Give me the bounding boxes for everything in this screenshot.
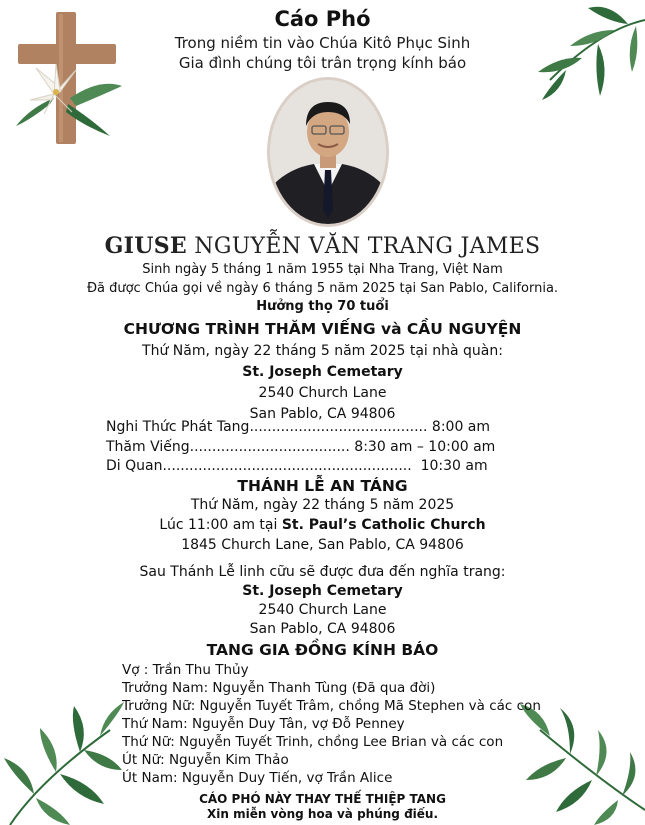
death-line: Đã được Chúa gọi về ngày 6 tháng 5 năm 2025 tại San Pablo, California. (86, 281, 559, 296)
header-line-2: Gia đình chúng tôi trân trọng kính báo (178, 54, 467, 72)
schedule-label: Di Quan (106, 458, 163, 474)
family-member: Trưởng Nam: Nguyễn Thanh Tùng (Đã qua đời) (122, 680, 436, 696)
mass-church: St. Paul’s Catholic Church (281, 517, 486, 533)
footer-request: Xin miễn vòng hoa và phúng điếu. (206, 807, 439, 821)
burial-address-1: 2540 Church Lane (258, 602, 387, 618)
mass-heading: THÁNH LỄ AN TÁNG (237, 477, 408, 495)
visitation-date: Thứ Năm, ngày 22 tháng 5 năm 2025 tại nhà quàn: (142, 343, 503, 359)
family-heading: TANG GIA ĐỒNG KÍNH BÁO (206, 641, 439, 659)
schedule-dots: ........................................................ (162, 458, 412, 474)
schedule-row (106, 439, 495, 455)
visitation-address-1: 2540 Church Lane (258, 385, 387, 401)
family-member: Thứ Nam: Nguyễn Duy Tân, vợ Đỗ Penney (122, 716, 405, 732)
deceased-name (0, 233, 645, 259)
schedule-label: Thăm Viếng (106, 439, 190, 455)
burial-intro: Sau Thánh Lễ linh cữu sẽ được đưa đến nghĩa trang: (139, 564, 506, 580)
page-title: Cáo Phó (274, 7, 371, 31)
mass-time: Lúc 11:00 am tại (159, 517, 282, 533)
family-member: Vợ : Trần Thu Thủy (122, 662, 249, 678)
mass-address: 1845 Church Lane, San Pablo, CA 94806 (181, 537, 464, 553)
visitation-heading: CHƯƠNG TRÌNH THĂM VIẾNG và CẦU NGUYỆN (123, 320, 522, 338)
portrait-photo (270, 80, 386, 224)
schedule-dots: .................................... (189, 439, 350, 455)
schedule-time: 8:00 am (431, 419, 491, 435)
visitation-venue: St. Joseph Cemetary (242, 364, 403, 380)
family-member: Út Nam: Nguyễn Duy Tiến, vợ Trần Alice (122, 770, 393, 786)
family-member: Út Nữ: Nguyễn Kim Thảo (122, 752, 289, 768)
family-member: Thứ Nữ: Nguyễn Tuyết Trinh, chồng Lee Brian và các con (122, 734, 504, 750)
schedule-row (106, 458, 488, 474)
schedule-time: 10:30 am (420, 458, 488, 474)
birth-line: Sinh ngày 5 tháng 1 năm 1955 tại Nha Trang, Việt Nam (142, 262, 503, 277)
age-line: Hưởng thọ 70 tuổi (256, 299, 389, 314)
portrait-image (270, 80, 386, 224)
burial-venue: St. Joseph Cemetary (242, 583, 403, 599)
schedule-time: 8:30 am – 10:00 am (354, 439, 496, 455)
mass-date: Thứ Năm, ngày 22 tháng 5 năm 2025 (190, 497, 455, 513)
mass-time-line (0, 517, 645, 533)
footer-notice: CÁO PHÓ NÀY THAY THẾ THIỆP TANG (199, 792, 446, 806)
burial-address-2: San Pablo, CA 94806 (249, 621, 396, 637)
visitation-address-2: San Pablo, CA 94806 (249, 406, 396, 422)
deceased-full-name: NGUYỄN VĂN TRANG JAMES (187, 234, 541, 259)
family-member: Trưởng Nữ: Nguyễn Tuyết Trâm, chồng Mã Stephen và các con (122, 698, 541, 714)
deceased-baptismal-name: GIUSE (104, 233, 187, 259)
schedule-dots: ........................................ (249, 419, 428, 435)
schedule-row (106, 419, 490, 435)
schedule-label: Nghi Thức Phát Tang (106, 419, 250, 435)
header-line-1: Trong niềm tin vào Chúa Kitô Phục Sinh (174, 34, 471, 52)
